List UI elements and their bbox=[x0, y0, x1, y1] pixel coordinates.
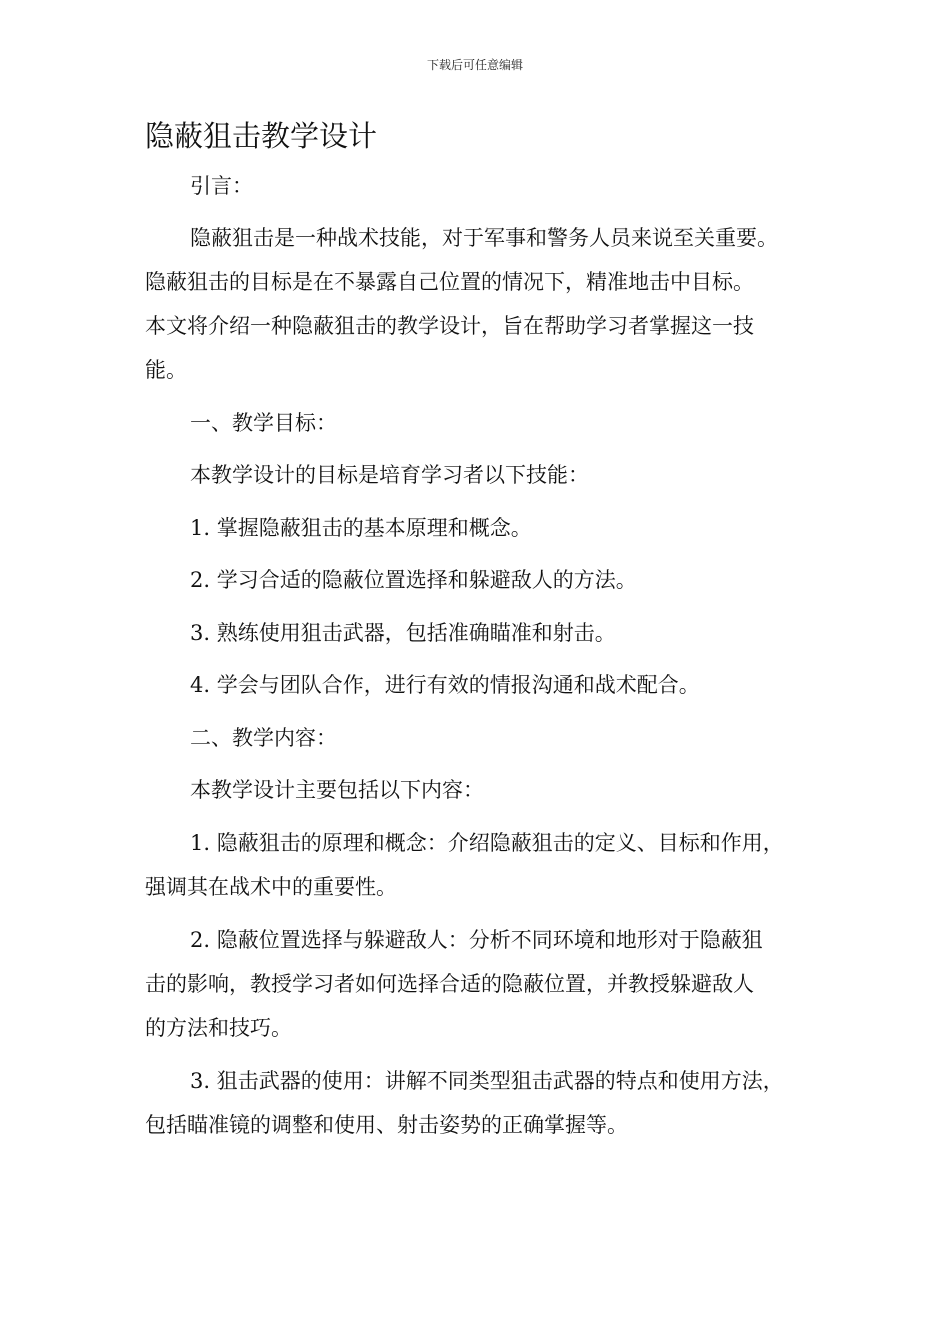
list-item: 4. 学会与团队合作，进行有效的情报沟通和战术配合。 bbox=[190, 673, 700, 697]
list-item: 1. 隐蔽狙击的原理和概念：介绍隐蔽狙击的定义、目标和作用， bbox=[190, 831, 784, 855]
paragraph-line: 隐蔽狙击是一种战术技能，对于军事和警务人员来说至关重要。 bbox=[190, 226, 778, 250]
paragraph-line: 本文将介绍一种隐蔽狙击的教学设计，旨在帮助学习者掌握这一技 bbox=[145, 314, 754, 338]
list-item: 3. 狙击武器的使用：讲解不同类型狙击武器的特点和使用方法， bbox=[190, 1069, 784, 1093]
paragraph-line: 强调其在战术中的重要性。 bbox=[145, 875, 397, 899]
paragraph-line: 隐蔽狙击的目标是在不暴露自己位置的情况下，精准地击中目标。 bbox=[145, 270, 754, 294]
paragraph-line: 能。 bbox=[145, 358, 187, 382]
list-item: 2. 学习合适的隐蔽位置选择和躲避敌人的方法。 bbox=[190, 568, 637, 592]
document-title: 隐蔽狙击教学设计 bbox=[145, 119, 378, 153]
section-heading: 一、教学目标： bbox=[190, 411, 337, 435]
intro-heading: 引言： bbox=[190, 174, 253, 198]
section-heading: 二、教学内容： bbox=[190, 726, 337, 750]
paragraph-line: 本教学设计的目标是培育学习者以下技能： bbox=[190, 463, 589, 487]
page-header: 下载后可任意编辑 bbox=[426, 58, 523, 72]
list-item: 2. 隐蔽位置选择与躲避敌人：分析不同环境和地形对于隐蔽狙 bbox=[190, 928, 763, 952]
list-item: 3. 熟练使用狙击武器，包括准确瞄准和射击。 bbox=[190, 621, 616, 645]
paragraph-line: 击的影响，教授学习者如何选择合适的隐蔽位置，并教授躲避敌人 bbox=[145, 972, 754, 996]
paragraph-line: 本教学设计主要包括以下内容： bbox=[190, 778, 484, 802]
paragraph-line: 包括瞄准镜的调整和使用、射击姿势的正确掌握等。 bbox=[145, 1113, 628, 1137]
paragraph-line: 的方法和技巧。 bbox=[145, 1016, 292, 1040]
list-item: 1. 掌握隐蔽狙击的基本原理和概念。 bbox=[190, 516, 532, 540]
